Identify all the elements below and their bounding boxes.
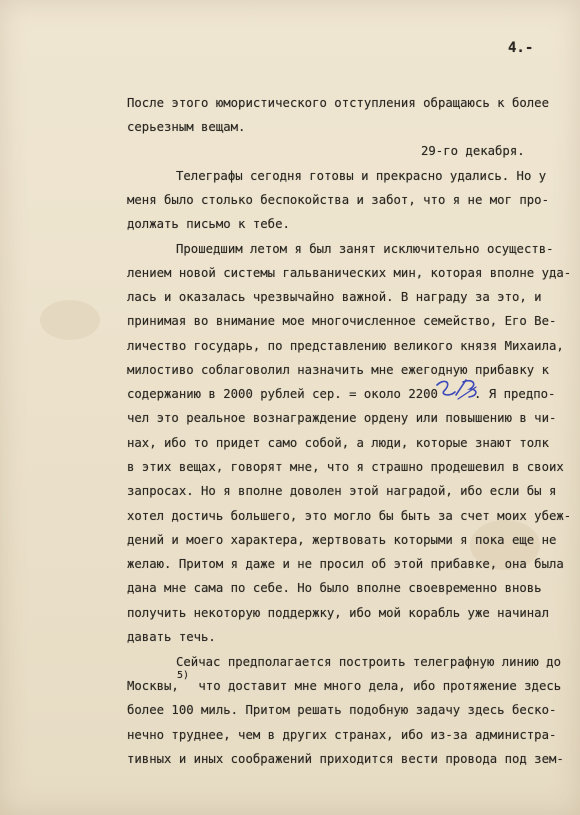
text-line: чел это реальное вознаграждение ордену или повышению в чи- xyxy=(127,411,557,425)
text-line: нечно труднее, чем в других странах, ибо из-за администра- xyxy=(127,728,557,742)
text-line: серьезным вещам. xyxy=(127,120,246,134)
text-line: меня было столько беспокойства и забот, что я не мог про- xyxy=(127,193,549,207)
text-line: принимая во внимание мое многочисленное семейство, Его Ве- xyxy=(127,314,557,328)
text-line: желаю. Притом я даже и не просил об этой прибавке, она была xyxy=(127,557,564,571)
text-line: милостиво соблаговолил назначить мне ежегодную прибавку к xyxy=(127,363,549,377)
text-line: дений и моего характера, жертвовать которыми я пока еще не xyxy=(127,533,557,547)
text-line: в этих вещах, говорят мне, что я страшно продешевил в своих xyxy=(127,460,564,474)
text-line: хотел достичь большего, это могло бы быть за счет моих убеж- xyxy=(127,509,572,523)
text-line: запросах. Но я вполне доволен этой наградой, ибо если бы я xyxy=(127,484,557,498)
text-line: что доставит мне много дела, ибо протяжение здесь xyxy=(191,679,562,693)
text-line: получить некоторую поддержку, ибо мой корабль уже начинал xyxy=(127,606,549,620)
text-line: нах, ибо то придет само собой, а люди, которые знают толк xyxy=(127,436,549,450)
text-line: содержанию в 2000 рублей сер. = около 2200 xyxy=(127,387,438,401)
date-line: 29-го декабря. xyxy=(421,144,525,158)
text-line: лась и оказалась чрезвычайно важной. В награду за это, и xyxy=(127,290,542,304)
text-line: Прошедшим летом я был занят исключительно осуществ- xyxy=(176,242,554,256)
text-line: лением новой системы гальванических мин, которая вполне уда- xyxy=(127,266,572,280)
text-line: личество государь, по представлению великого князя Михаила, xyxy=(127,339,564,353)
text-line: должать письмо к тебе. xyxy=(127,217,290,231)
text-line: давать течь. xyxy=(127,630,216,644)
text-line: тивных и иных соображений приходится вести провода под зем- xyxy=(127,752,564,766)
text-line: . Я предпо- xyxy=(474,387,556,401)
text-line: Телеграфы сегодня готовы и прекрасно удались. Но у xyxy=(176,169,547,183)
footnote-marker: 5) xyxy=(177,670,190,681)
text-line: дана мне сама по себе. Но было вполне своевременно вновь xyxy=(127,581,542,595)
page-number: 4.- xyxy=(508,40,534,56)
text-line: После этого юмористического отступления обращаюсь к более xyxy=(127,96,549,110)
text-line: Сейчас предполагается построить телеграфную линию до xyxy=(176,655,561,669)
text-line: более 100 миль. Притом решать подобную задачу здесь беско- xyxy=(127,703,557,717)
text-line: Москвы, xyxy=(127,679,179,693)
